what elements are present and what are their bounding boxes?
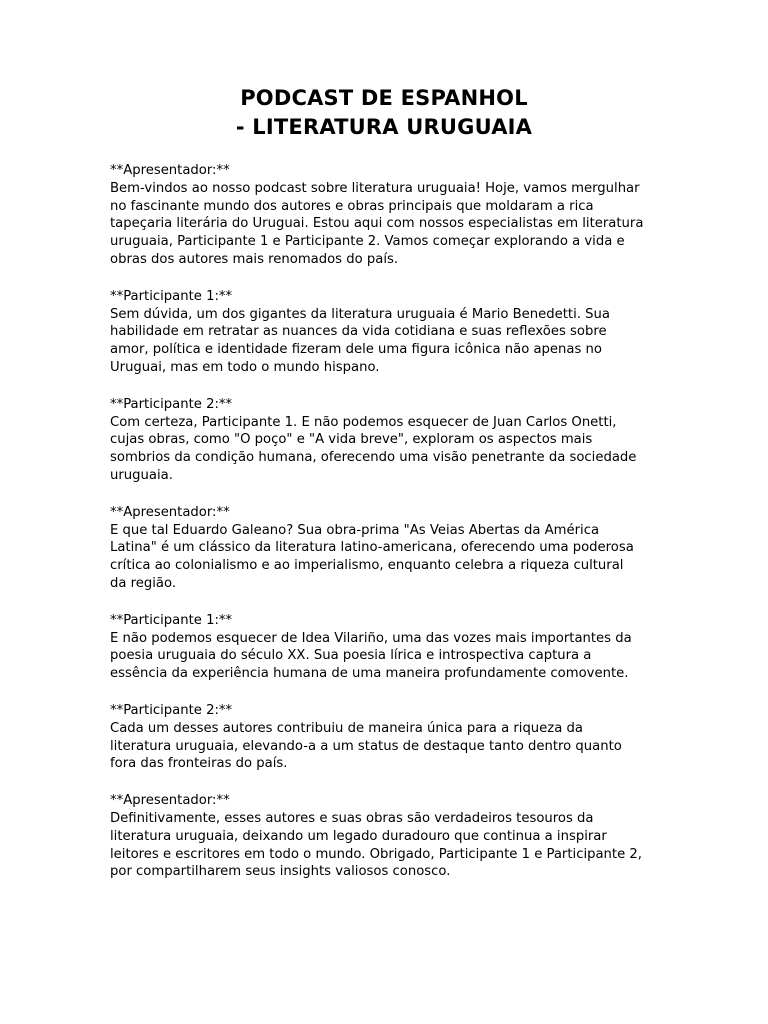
transcript-line: literatura uruguaia, deixando um legado duradouro que continua a inspirar: [110, 828, 607, 844]
transcript-line: poesia uruguaia do século XX. Sua poesia lírica e introspectiva captura a: [110, 648, 592, 664]
transcript-line: da região.: [110, 575, 177, 591]
transcript-section-3: [110, 396, 670, 485]
transcript-line: sombrios da condição humana, oferecendo uma visão penetrante da sociedade: [110, 450, 637, 466]
speaker-label: **Apresentador:**: [110, 793, 230, 809]
transcript-line: Uruguai, mas em todo o mundo hispano.: [110, 359, 380, 375]
transcript-line: Latina" é um clássico da literatura latino-americana, oferecendo uma poderosa: [110, 540, 634, 556]
transcript-line: uruguaia.: [110, 467, 173, 483]
transcript-line: obras dos autores mais renomados do país.: [110, 251, 399, 267]
transcript-line: leitores e escritores em todo o mundo. Obrigado, Participante 1 e Participante 2,: [110, 846, 642, 862]
transcript-section-4: [110, 504, 670, 593]
speaker-label: **Participante 1:**: [110, 288, 233, 304]
transcript-line: Sem dúvida, um dos gigantes da literatura uruguaia é Mario Benedetti. Sua: [110, 306, 610, 322]
transcript-line: tapeçaria literária do Uruguai. Estou aqui com nossos especialistas em literatura: [110, 216, 644, 232]
transcript-section-5: [110, 612, 670, 683]
transcript-line: Bem-vindos ao nosso podcast sobre literatura uruguaia! Hoje, vamos mergulhar: [110, 180, 640, 196]
title-line-1: PODCAST DE ESPANHOL: [240, 86, 528, 110]
speaker-label: **Apresentador:**: [110, 504, 230, 520]
transcript-line: Definitivamente, esses autores e suas obras são verdadeiros tesouros da: [110, 810, 594, 826]
transcript-line: no fascinante mundo dos autores e obras principais que moldaram a rica: [110, 198, 594, 214]
transcript-line: literatura uruguaia, elevando-a a um status de destaque tanto dentro quanto: [110, 738, 622, 754]
transcript-line: essência da experiência humana de uma maneira profundamente comovente.: [110, 666, 629, 682]
speaker-label: **Apresentador:**: [110, 163, 230, 178]
transcript-line: E não podemos esquecer de Idea Vilariño, uma das vozes mais importantes da: [110, 630, 632, 646]
document-title: [0, 84, 768, 142]
speaker-label: **Participante 1:**: [110, 612, 233, 628]
title-line-2: - LITERATURA URUGUAIA: [235, 115, 533, 139]
transcript-line: E que tal Eduardo Galeano? Sua obra-prima "As Veias Abertas da América: [110, 522, 600, 538]
transcript-section-7: [110, 792, 670, 881]
transcript-line: habilidade em retratar as nuances da vida cotidiana e suas reflexões sobre: [110, 324, 607, 340]
transcript-line: Cada um desses autores contribuiu de maneira única para a riqueza da: [110, 720, 583, 736]
transcript-line: Com certeza, Participante 1. E não podemos esquecer de Juan Carlos Onetti,: [110, 414, 617, 430]
speaker-label: **Participante 2:**: [110, 702, 233, 718]
transcript-line: por compartilharem seus insights valiosos conosco.: [110, 864, 451, 880]
transcript-line: amor, política e identidade fizeram dele uma figura icônica não apenas no: [110, 342, 602, 358]
transcript-line: crítica ao colonialismo e ao imperialismo, enquanto celebra a riqueza cultural: [110, 558, 624, 574]
speaker-label: **Participante 2:**: [110, 396, 233, 412]
transcript-body: [110, 162, 670, 900]
transcript-line: fora das fronteiras do país.: [110, 756, 288, 772]
transcript-line: cujas obras, como "O poço" e "A vida breve", exploram os aspectos mais: [110, 432, 593, 448]
transcript-section-6: [110, 702, 670, 773]
transcript-section-2: [110, 288, 670, 377]
transcript-section-1: [110, 162, 670, 269]
transcript-line: uruguaia, Participante 1 e Participante 2. Vamos começar explorando a vida e: [110, 234, 625, 250]
